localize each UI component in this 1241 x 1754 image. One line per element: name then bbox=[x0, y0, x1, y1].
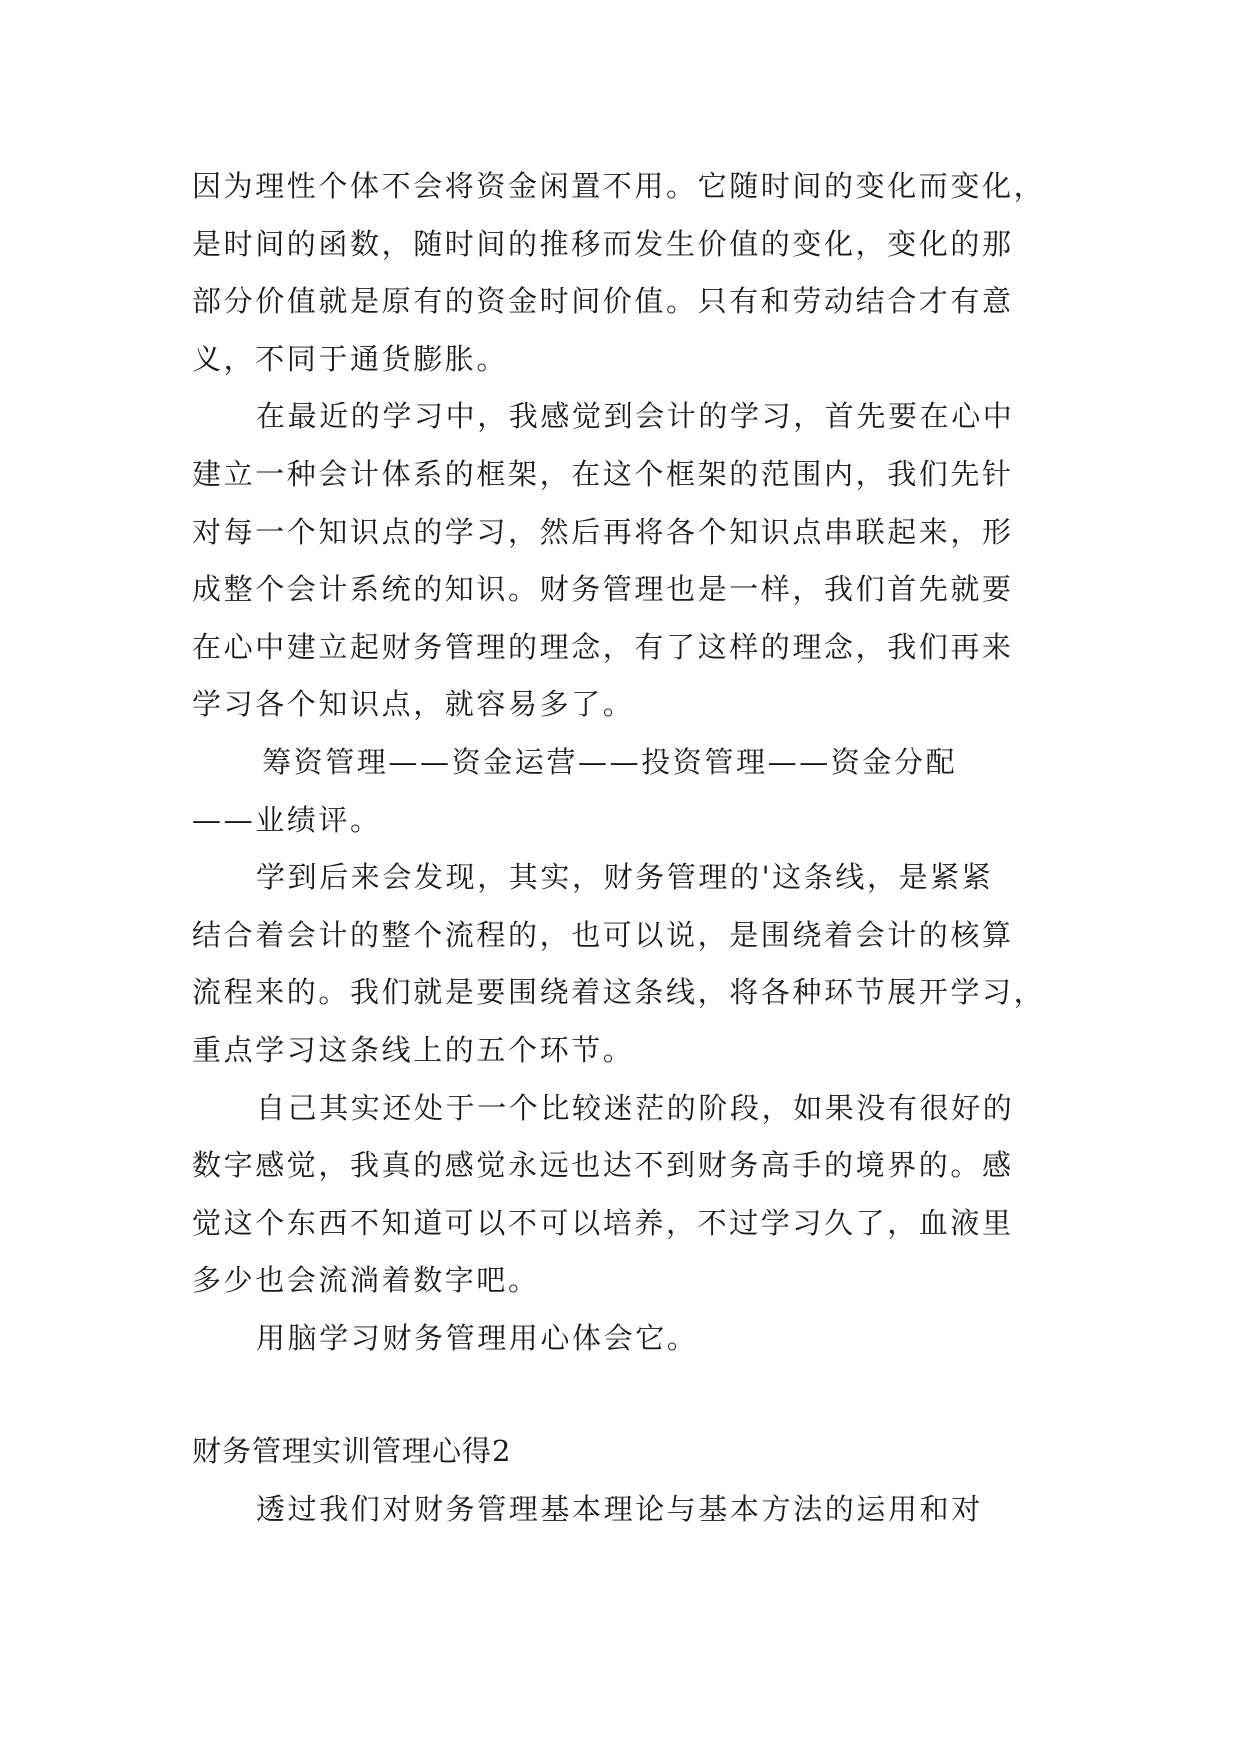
text-line: 因为理性个体不会将资金闲置不用。它随时间的变化而变化， bbox=[192, 169, 1046, 203]
text-line: 在心中建立起财务管理的理念，有了这样的理念，我们再来 bbox=[192, 629, 1014, 664]
text-line: 是时间的函数，随时间的推移而发生价值的变化，变化的那 bbox=[192, 226, 1014, 261]
paragraph-5 bbox=[192, 1080, 1054, 1310]
text-line: 觉这个东西不知道可以不可以培养，不过学习久了，血液里 bbox=[192, 1205, 1014, 1240]
paragraph-3 bbox=[192, 734, 1054, 849]
paragraph-1 bbox=[192, 158, 1054, 388]
text-line: 透过我们对财务管理基本理论与基本方法的运用和对 bbox=[256, 1492, 983, 1527]
text-line: 在最近的学习中，我感觉到会计的学习，首先要在心中 bbox=[256, 399, 1015, 434]
text-line: 学习各个知识点，就容易多了。 bbox=[192, 687, 635, 722]
text-line: 部分价值就是原有的资金时间价值。只有和劳动结合才有意 bbox=[192, 284, 1014, 319]
text-line: 成整个会计系统的知识。财务管理也是一样，我们首先就要 bbox=[192, 572, 1014, 607]
paragraph-6 bbox=[192, 1310, 1054, 1368]
text-line: 多少也会流淌着数字吧。 bbox=[192, 1263, 540, 1298]
text-line: 对每一个知识点的学习，然后再将各个知识点串联起来，形 bbox=[192, 514, 1014, 549]
document-page bbox=[192, 158, 1054, 1539]
text-line: 自己其实还处于一个比较迷茫的阶段，如果没有很好的 bbox=[256, 1090, 1015, 1125]
paragraph-4 bbox=[192, 849, 1054, 1079]
text-line: 流程来的。我们就是要围绕着这条线，将各种环节展开学习， bbox=[192, 975, 1046, 1010]
text-line: 用脑学习财务管理用心体会它。 bbox=[256, 1320, 699, 1355]
text-line: 重点学习这条线上的五个环节。 bbox=[192, 1032, 635, 1067]
text-line: 建立一种会计体系的框架，在这个框架的范围内，我们先针 bbox=[192, 456, 1014, 491]
text-line: 结合着会计的整个流程的，也可以说，是围绕着会计的核算 bbox=[192, 917, 1014, 952]
text-line: 义，不同于通货膨胀。 bbox=[192, 341, 509, 376]
text-line: 筹资管理——资金运营——投资管理——资金分配 bbox=[262, 744, 958, 779]
text-line: 数字感觉，我真的感觉永远也达不到财务高手的境界的。感 bbox=[192, 1148, 1014, 1183]
paragraph-2 bbox=[192, 388, 1054, 734]
section-heading: 财务管理实训管理心得2 bbox=[192, 1434, 512, 1469]
section-spacer bbox=[192, 1367, 1054, 1423]
text-line: 学到后来会发现，其实，财务管理的'这条线，是紧紧 bbox=[256, 860, 994, 895]
text-line: ——业绩评。 bbox=[192, 802, 382, 837]
